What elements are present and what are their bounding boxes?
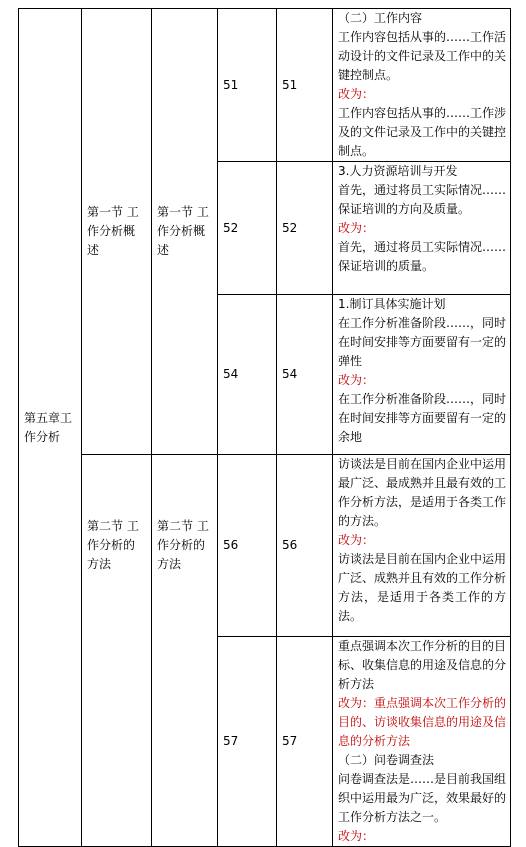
- errata-table: [18, 8, 511, 847]
- page-old-cell: 57: [218, 637, 277, 847]
- text-line: 访谈法是目前在国内企业中运用广泛、成熟并且有效的工作分析方法，是适用于各类工作的方法。: [338, 552, 507, 623]
- page-new-cell: 56: [277, 455, 333, 637]
- page-old-cell: 51: [218, 9, 277, 162]
- text-line: 工作内容包括从事的……工作涉及的文件记录及工作中的关键控制点。: [338, 106, 507, 158]
- chapter-cell: 第五章工作分析: [19, 9, 82, 847]
- page-new-cell: 54: [277, 295, 333, 455]
- text-line: （二）问卷调查法: [338, 753, 435, 767]
- page-new-cell: 52: [277, 162, 333, 295]
- page-new-cell: 57: [277, 637, 333, 847]
- table-row: [19, 455, 511, 637]
- section-cell: 第一节 工作分析概述: [152, 9, 218, 455]
- scroll-edge-marker: [518, 413, 526, 435]
- revised-label: 改为：: [338, 87, 375, 101]
- text-line: 问卷调查法是……是目前我国组织中运用最为广泛，效果最好的工作分析方法之一。: [338, 772, 507, 824]
- text-line: 首先，通过将员工实际情况……保证培训的质量。: [338, 240, 507, 273]
- text-line: 重点强调本次工作分析的目的目标、收集信息的用途及信息的分析方法: [338, 639, 507, 691]
- page-old-cell: 54: [218, 295, 277, 455]
- table-row: [19, 9, 511, 162]
- text-line: 访谈法是目前在国内企业中运用最广泛、最成熟并且最有效的工作分析方法，是适用于各类工作的方法。: [338, 457, 507, 528]
- text-line: 3.人力资源培训与开发: [338, 164, 458, 178]
- change-text-cell: [333, 162, 511, 295]
- revised-label: 改为：重点强调本次工作分析的目的、访谈收集信息的用途及信息的分析方法: [338, 696, 507, 748]
- text-line: （二）工作内容: [338, 11, 423, 25]
- section-cell: 第二节 工作分析的方法: [82, 455, 152, 847]
- text-line: 1.制订具体实施计划: [338, 297, 446, 311]
- revised-label: 改为：: [338, 533, 375, 547]
- page-old-cell: 52: [218, 162, 277, 295]
- section-cell: 第一节 工作分析概述: [82, 9, 152, 455]
- change-text-cell: [333, 637, 511, 847]
- change-text-cell: [333, 455, 511, 637]
- section-cell: 第二节 工作分析的方法: [152, 455, 218, 847]
- page-new-cell: 51: [277, 9, 333, 162]
- change-text-cell: [333, 295, 511, 455]
- page-old-cell: 56: [218, 455, 277, 637]
- revised-label: 改为：: [338, 829, 375, 843]
- revised-label: 改为：: [338, 221, 375, 235]
- text-line: 在工作分析准备阶段……，同时在时间安排等方面要留有一定的弹性: [338, 316, 507, 368]
- text-line: 首先，通过将员工实际情况……保证培训的方向及质量。: [338, 183, 507, 216]
- text-line: 在工作分析准备阶段……，同时在时间安排等方面要留有一定的余地: [338, 392, 507, 444]
- change-text-cell: [333, 9, 511, 162]
- revised-label: 改为：: [338, 373, 375, 387]
- text-line: 工作内容包括从事的……工作活动设计的文件记录及工作中的关键控制点。: [338, 30, 507, 82]
